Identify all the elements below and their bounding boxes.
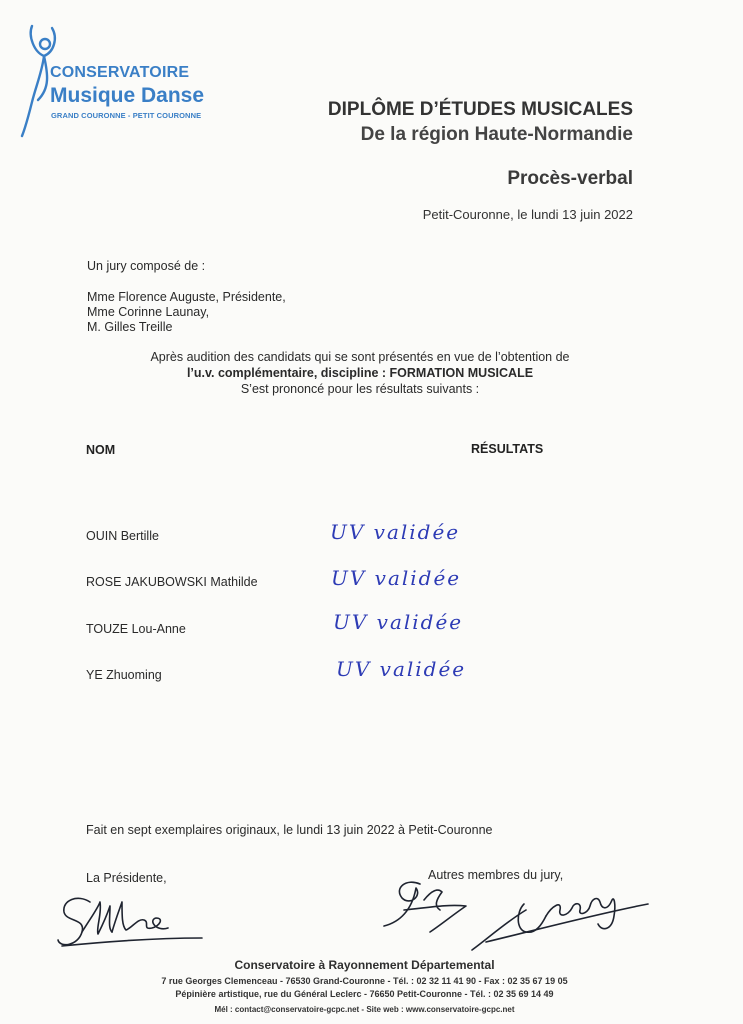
footer-contact: Mél : contact@conservatoire-gcpc.net - Site web : www.conservatoire-gcpc.net <box>214 1005 515 1014</box>
closing-statement: Fait en sept exemplaires originaux, le lundi 13 juin 2022 à Petit-Couronne <box>86 823 493 837</box>
column-header-name: NOM <box>86 443 116 457</box>
logo-text-musique-danse: Musique Danse <box>50 84 205 107</box>
jury-member: Mme Corinne Launay, <box>87 305 210 319</box>
footer-organization: Conservatoire à Rayonnement Départemental <box>234 958 495 972</box>
footer-address: 7 rue Georges Clemenceau - 76530 Grand-Couronne - Tél. : 02 32 11 41 90 - Fax : 02 35 67 19 05 <box>161 976 568 986</box>
logo-text-towns: GRAND COURONNE - PETIT COURONNE <box>51 111 202 120</box>
document-type: Procès-verbal <box>507 168 633 189</box>
footer-address: Pépinière artistique, rue du Général Leclerc - 76650 Petit-Couronne - Tél. : 02 35 69 14 49 <box>175 989 554 999</box>
candidate-name: OUIN Bertille <box>86 529 159 543</box>
statement-line: Après audition des candidats qui se sont présentés en vue de l’obtention de <box>150 350 570 364</box>
candidate-name: TOUZE Lou-Anne <box>86 622 186 636</box>
document-title: DIPLÔME D’ÉTUDES MUSICALES <box>327 99 633 120</box>
logo-text-conservatoire: CONSERVATOIRE <box>50 64 190 81</box>
jury-signatures-icon <box>376 870 656 954</box>
document-subtitle: De la région Haute-Normandie <box>360 124 633 145</box>
jury-members-label: Autres membres du jury, <box>428 868 564 882</box>
statement-line: S’est prononcé pour les résultats suivants : <box>240 382 480 396</box>
place-date: Petit-Couronne, le lundi 13 juin 2022 <box>422 207 633 222</box>
jury-intro: Un jury composé de : <box>87 259 206 273</box>
handwritten-result: UV validée <box>331 566 462 590</box>
president-label: La Présidente, <box>86 871 167 885</box>
president-signature-icon <box>52 888 212 958</box>
column-header-result: RÉSULTATS <box>471 442 544 456</box>
handwritten-result: UV validée <box>330 520 461 544</box>
handwritten-result: UV validée <box>333 610 464 634</box>
jury-member: Mme Florence Auguste, Présidente, <box>87 290 286 304</box>
statement-discipline: l’u.v. complémentaire, discipline : FORMATION MUSICALE <box>186 366 534 380</box>
handwritten-result: UV validée <box>336 657 467 681</box>
candidate-name: YE Zhuoming <box>86 668 162 682</box>
jury-member: M. Gilles Treille <box>87 320 173 334</box>
candidate-name: ROSE JAKUBOWSKI Mathilde <box>86 575 258 589</box>
